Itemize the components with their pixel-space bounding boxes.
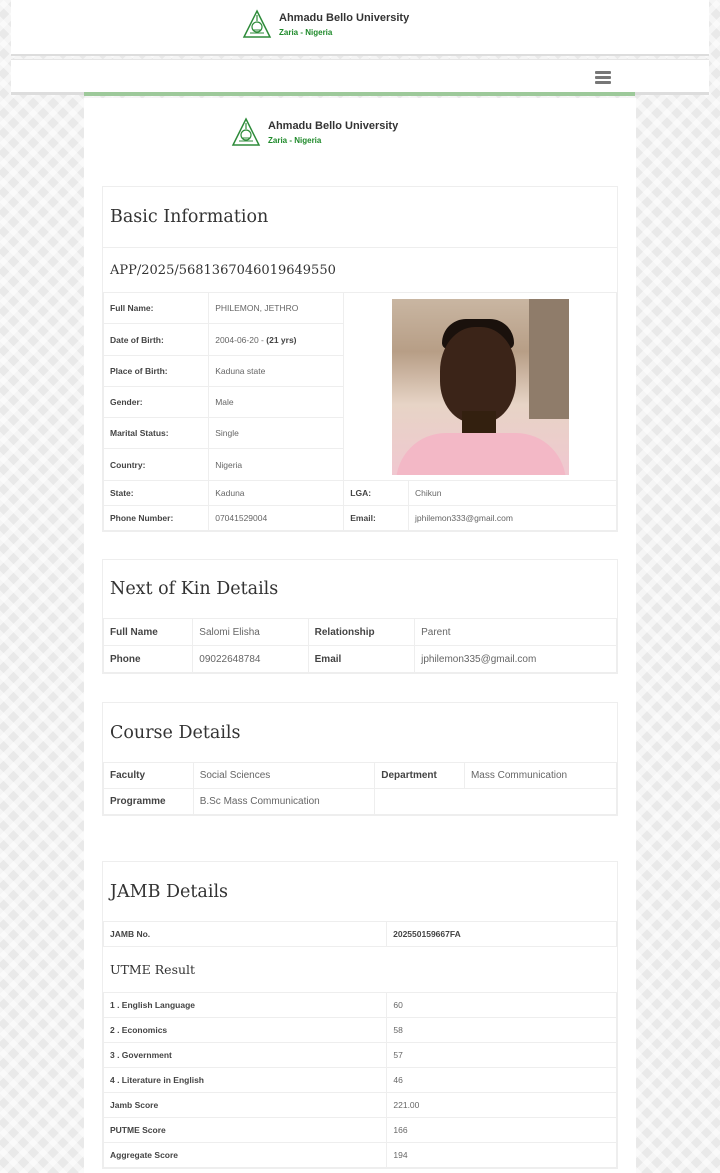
gender-value: Male: [209, 387, 344, 418]
navbar: [11, 59, 709, 95]
full-name-value: PHILEMON, JETHRO: [209, 293, 344, 324]
jamb-details-title: JAMB Details: [110, 881, 229, 902]
email-label: Email:: [344, 506, 409, 531]
phone-label: Phone Number:: [104, 506, 209, 531]
utme-result-row: [104, 1068, 617, 1093]
kin-email-label: Email: [308, 646, 414, 673]
faculty-value: Social Sciences: [193, 763, 375, 789]
utme-subject: Jamb Score: [104, 1093, 387, 1118]
next-of-kin-card: [102, 559, 618, 674]
utme-subject: 4 . Literature in English: [104, 1068, 387, 1093]
lga-label: LGA:: [344, 481, 409, 506]
country-label: Country:: [104, 449, 209, 481]
country-value: Nigeria: [209, 449, 344, 481]
pob-label: Place of Birth:: [104, 356, 209, 387]
utme-score: 221.00: [387, 1093, 617, 1118]
basic-information-card: [102, 186, 618, 532]
utme-result-row: [104, 1118, 617, 1143]
marital-status-value: Single: [209, 418, 344, 449]
kin-phone-value: 09022648784: [193, 646, 308, 673]
utme-score: 46: [387, 1068, 617, 1093]
utme-subject: PUTME Score: [104, 1118, 387, 1143]
course-details-card: [102, 702, 618, 816]
dob-date: 2004-06-20 -: [215, 334, 267, 345]
age-value: (21 yrs): [266, 334, 297, 345]
department-label: Department: [375, 763, 465, 789]
jamb-no-value: 202550159667FA: [387, 922, 617, 947]
abu-crest-icon: [230, 117, 262, 149]
utme-result-row: [104, 1043, 617, 1068]
lga-value: Chikun: [408, 481, 616, 506]
abu-crest-icon: [241, 9, 273, 41]
empty-cell: [375, 789, 617, 815]
utme-result-row: [104, 993, 617, 1018]
site-header: [11, 0, 709, 56]
basic-information-table: [103, 292, 617, 531]
jamb-no-label: JAMB No.: [104, 922, 387, 947]
utme-subject: 3 . Government: [104, 1043, 387, 1068]
department-value: Mass Communication: [464, 763, 616, 789]
kin-relationship-label: Relationship: [308, 619, 414, 646]
utme-score: 166: [387, 1118, 617, 1143]
utme-score: 57: [387, 1043, 617, 1068]
marital-status-label: Marital Status:: [104, 418, 209, 449]
utme-subject: 1 . English Language: [104, 993, 387, 1018]
gender-label: Gender:: [104, 387, 209, 418]
photo-cell: [344, 293, 617, 481]
dob-value: [209, 324, 344, 356]
header-brand[interactable]: [241, 9, 409, 41]
pob-value: Kaduna state: [209, 356, 344, 387]
dob-label: Date of Birth:: [104, 324, 209, 356]
utme-result-table: [103, 992, 617, 1168]
university-name: Ahmadu Bello University: [268, 120, 399, 132]
content-brand: [230, 117, 398, 149]
utme-result-title: UTME Result: [110, 962, 196, 977]
next-of-kin-table: [103, 618, 617, 673]
kin-full-name-label: Full Name: [104, 619, 193, 646]
next-of-kin-title: Next of Kin Details: [110, 579, 279, 599]
faculty-label: Faculty: [104, 763, 194, 789]
programme-value: B.Sc Mass Communication: [193, 789, 375, 815]
utme-score: 58: [387, 1018, 617, 1043]
hamburger-menu-icon[interactable]: [595, 71, 611, 83]
utme-score: 60: [387, 993, 617, 1018]
phone-value: 07041529004: [209, 506, 344, 531]
utme-subject: 2 . Economics: [104, 1018, 387, 1043]
university-location: Zaria - Nigeria: [279, 28, 333, 37]
basic-information-title: Basic Information: [110, 207, 269, 227]
utme-subject: Aggregate Score: [104, 1143, 387, 1168]
programme-label: Programme: [104, 789, 194, 815]
university-name: Ahmadu Bello University: [279, 12, 410, 24]
kin-relationship-value: Parent: [415, 619, 617, 646]
kin-email-value: jphilemon335@gmail.com: [415, 646, 617, 673]
utme-result-row: [104, 1018, 617, 1043]
kin-phone-label: Phone: [104, 646, 193, 673]
utme-result-row: [104, 1093, 617, 1118]
email-value: jphilemon333@gmail.com: [408, 506, 616, 531]
utme-score: 194: [387, 1143, 617, 1168]
navbar-inner: [84, 60, 635, 96]
main-content: [84, 98, 636, 1173]
applicant-photo: [392, 299, 569, 475]
kin-full-name-value: Salomi Elisha: [193, 619, 308, 646]
course-details-title: Course Details: [110, 722, 241, 743]
university-location: Zaria - Nigeria: [268, 136, 322, 145]
state-value: Kaduna: [209, 481, 344, 506]
full-name-label: Full Name:: [104, 293, 209, 324]
jamb-number-table: [103, 921, 617, 947]
state-label: State:: [104, 481, 209, 506]
application-number: APP/2025/5681367046019649550: [103, 247, 617, 292]
utme-result-row: [104, 1143, 617, 1168]
course-details-table: [103, 762, 617, 815]
jamb-details-card: [102, 861, 618, 1169]
